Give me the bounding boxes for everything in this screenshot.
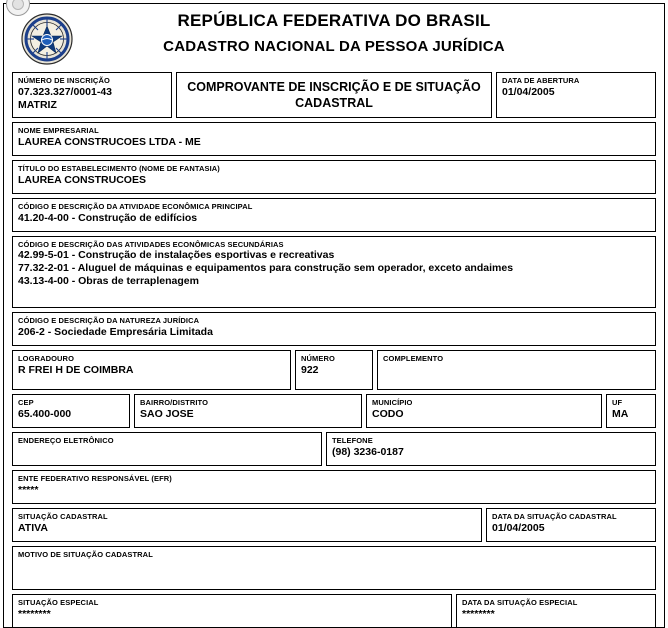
value-comprovante-title: COMPROVANTE DE INSCRIÇÃO E DE SITUAÇÃO CADASTRAL [187,80,481,110]
row-ente-federativo [12,470,656,504]
value-numero-inscricao: 07.323.327/0001-43 [18,86,113,98]
field-natureza-juridica [12,312,656,346]
field-nome-empresarial [12,122,656,156]
label-municipio: MUNICÍPIO [372,398,413,407]
label-ente-federativo: ENTE FEDERATIVO RESPONSÁVEL (EFR) [18,474,172,483]
label-titulo-estabelecimento: TÍTULO DO ESTABELECIMENTO (NOME DE FANTASIA) [18,164,220,173]
value-data-situacao-especial: ******** [462,608,495,620]
field-data-situacao-especial [456,594,656,628]
label-atividades-secundarias: CÓDIGO E DESCRIÇÃO DAS ATIVIDADES ECONÔMICAS SECUNDÁRIAS [18,240,284,249]
value-numero: 922 [301,364,319,376]
field-endereco-eletronico [12,432,322,466]
label-bairro: BAIRRO/DISTRITO [140,398,209,407]
row-atividade-principal [12,198,656,232]
label-cep: CEP [18,398,34,407]
value-tipo-inscricao: MATRIZ [18,99,57,111]
value-situacao-cadastral: ATIVA [18,522,48,534]
field-bairro [134,394,362,428]
label-complemento: COMPLEMENTO [383,354,444,363]
atividade-secundaria-item: 42.99-5-01 - Construção de instalações esportivas e recreativas [18,249,335,261]
label-logradouro: LOGRADOURO [18,354,74,363]
label-endereco-eletronico: ENDEREÇO ELETRÔNICO [18,436,114,445]
field-situacao-cadastral [12,508,482,542]
label-data-situacao-especial: DATA DA SITUAÇÃO ESPECIAL [462,598,578,607]
field-numero-inscricao [12,72,172,118]
label-uf: UF [612,398,623,407]
atividade-secundaria-item: 77.32-2-01 - Aluguel de máquinas e equipamentos para construção sem operador, exceto andaimes [18,262,514,274]
document-header [12,6,656,72]
value-logradouro: R FREI H DE COIMBRA [18,364,134,376]
header-titles [12,6,656,58]
value-bairro: SAO JOSE [140,408,194,420]
row-natureza-juridica [12,312,656,346]
value-situacao-especial: ******** [18,608,51,620]
field-data-abertura [496,72,656,118]
value-cep: 65.400-000 [18,408,72,420]
field-municipio [366,394,602,428]
field-ente-federativo [12,470,656,504]
value-uf: MA [612,408,629,420]
field-atividade-principal [12,198,656,232]
brasao-republica-icon [20,12,74,66]
label-situacao-especial: SITUAÇÃO ESPECIAL [18,598,99,607]
label-data-situacao-cadastral: DATA DA SITUAÇÃO CADASTRAL [492,512,617,521]
label-numero: NÚMERO [301,354,335,363]
row-situacao-especial [12,594,656,628]
label-nome-empresarial: NOME EMPRESARIAL [18,126,99,135]
row-situacao-cadastral [12,508,656,542]
value-data-abertura: 01/04/2005 [502,86,555,98]
row-titulo-estabelecimento [12,160,656,194]
label-data-abertura: DATA DE ABERTURA [502,76,580,85]
row-atividades-secundarias [12,236,656,308]
header-title-country: REPÚBLICA FEDERATIVA DO BRASIL [177,11,491,30]
value-atividade-principal: 41.20-4-00 - Construção de edifícios [18,212,198,224]
field-titulo-estabelecimento [12,160,656,194]
field-numero [295,350,373,390]
field-atividades-secundarias [12,236,656,308]
field-situacao-especial [12,594,452,628]
value-telefone: (98) 3236-0187 [332,446,404,458]
value-ente-federativo: ***** [18,484,39,496]
value-municipio: CODO [372,408,404,420]
field-uf [606,394,656,428]
value-natureza-juridica: 206-2 - Sociedade Empresária Limitada [18,326,213,338]
label-numero-inscricao: NÚMERO DE INSCRIÇÃO [18,76,110,85]
field-telefone [326,432,656,466]
field-logradouro [12,350,291,390]
row-inscricao [12,72,656,118]
atividade-secundaria-item: 43.13-4-00 - Obras de terraplenagem [18,275,199,287]
value-atividades-secundarias-list [18,249,650,288]
field-comprovante-title [176,72,492,118]
header-title-registry: CADASTRO NACIONAL DA PESSOA JURÍDICA [163,38,505,55]
label-motivo-situacao-cadastral: MOTIVO DE SITUAÇÃO CADASTRAL [18,550,153,559]
row-motivo-situacao [12,546,656,590]
label-atividade-principal: CÓDIGO E DESCRIÇÃO DA ATIVIDADE ECONÔMICA PRINCIPAL [18,202,253,211]
label-situacao-cadastral: SITUAÇÃO CADASTRAL [18,512,108,521]
row-endereco [12,350,656,390]
field-data-situacao-cadastral [486,508,656,542]
field-cep [12,394,130,428]
label-telefone: TELEFONE [332,436,373,445]
field-motivo-situacao-cadastral [12,546,656,590]
value-nome-empresarial: LAUREA CONSTRUCOES LTDA - ME [18,136,201,148]
label-natureza-juridica: CÓDIGO E DESCRIÇÃO DA NATUREZA JURÍDICA [18,316,200,325]
row-cep-bairro-municipio-uf [12,394,656,428]
field-complemento [377,350,656,390]
row-nome-empresarial [12,122,656,156]
value-data-situacao-cadastral: 01/04/2005 [492,522,545,534]
value-titulo-estabelecimento: LAUREA CONSTRUCOES [18,174,146,186]
row-contato [12,432,656,466]
